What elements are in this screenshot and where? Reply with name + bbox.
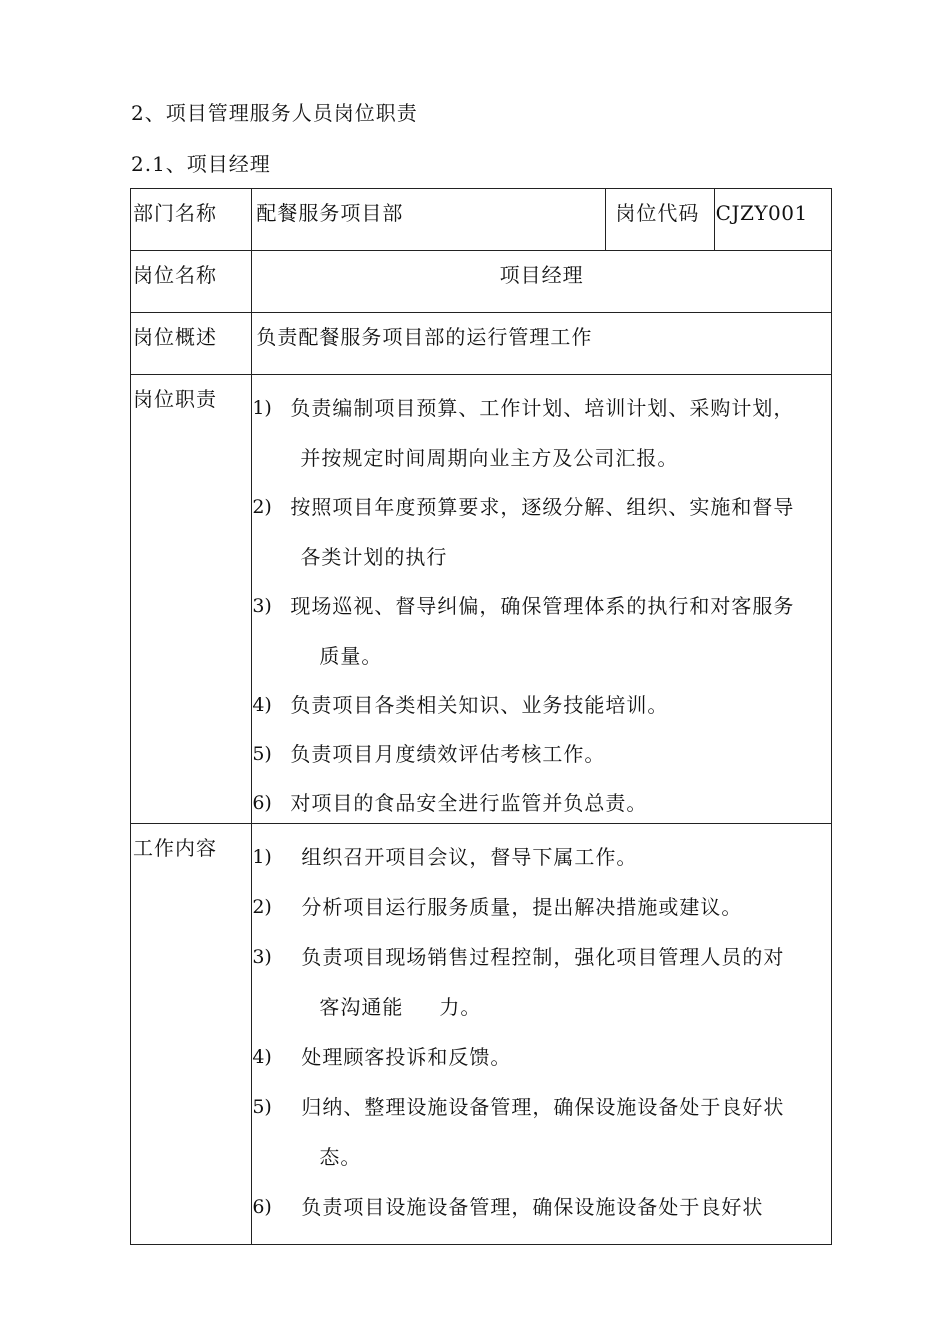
item-number: 5) <box>252 743 272 765</box>
list-item <box>252 1094 831 1170</box>
responsibilities-cell <box>252 375 832 824</box>
resp-label: 岗位职责 <box>131 375 252 824</box>
item-number: 6) <box>252 1196 272 1218</box>
table-row <box>131 189 832 251</box>
table-row <box>131 251 832 313</box>
item-number: 2) <box>252 496 272 518</box>
item-text: 分析项目运行服务质量，提出解决措施或建议。 <box>301 895 743 919</box>
item-text: 负责项目月度绩效评估考核工作。 <box>290 742 606 766</box>
item-text: 处理顾客投诉和反馈。 <box>301 1045 512 1069</box>
item-text-continued: 态。 <box>319 1145 362 1169</box>
list-item <box>252 944 831 1020</box>
item-text: 负责项目设施设备管理，确保设施设备处于良好状 <box>301 1195 764 1219</box>
item-number: 1) <box>252 846 272 868</box>
item-number: 4) <box>252 1046 272 1068</box>
item-text: 对项目的食品安全进行监管并负总责。 <box>290 791 648 815</box>
code-value: CJZY001 <box>714 189 831 251</box>
list-item <box>252 844 831 870</box>
work-content-list <box>252 844 831 1220</box>
subsection-heading: 2.1、项目经理 <box>131 152 271 176</box>
work-label: 工作内容 <box>131 824 252 1245</box>
item-text-continued: 并按规定时间周期向业主方及公司汇报。 <box>300 446 679 470</box>
list-item <box>252 593 831 669</box>
work-content-cell <box>252 824 832 1245</box>
post-value: 项目经理 <box>252 251 832 313</box>
list-item <box>252 741 831 767</box>
list-item <box>252 1044 831 1070</box>
item-text: 组织召开项目会议，督导下属工作。 <box>301 845 638 869</box>
item-number: 3) <box>252 595 272 617</box>
table-row <box>131 313 832 375</box>
responsibilities-list <box>252 395 831 816</box>
list-item <box>252 1194 831 1220</box>
item-number: 1) <box>252 397 272 419</box>
item-text: 负责编制项目预算、工作计划、培训计划、采购计划， <box>290 396 795 420</box>
item-number: 6) <box>252 792 272 814</box>
summary-value: 负责配餐服务项目部的运行管理工作 <box>252 313 832 375</box>
item-text: 负责项目各类相关知识、业务技能培训。 <box>290 693 669 717</box>
item-number: 4) <box>252 694 272 716</box>
item-text-part: 力。 <box>439 995 482 1019</box>
list-item <box>252 494 831 570</box>
table-row <box>131 375 832 824</box>
job-duty-table <box>130 188 832 1245</box>
post-label: 岗位名称 <box>131 251 252 313</box>
section-heading: 2、项目管理服务人员岗位职责 <box>131 101 418 125</box>
list-item <box>252 894 831 920</box>
item-text-part: 客沟通能 <box>319 995 404 1019</box>
item-text: 负责项目现场销售过程控制，强化项目管理人员的对 <box>301 945 785 969</box>
item-number: 3) <box>252 946 272 968</box>
dept-label: 部门名称 <box>131 189 252 251</box>
item-text: 归纳、整理设施设备管理，确保设施设备处于良好状 <box>301 1095 785 1119</box>
item-text: 按照项目年度预算要求，逐级分解、组织、实施和督导 <box>290 495 795 519</box>
list-item <box>252 692 831 718</box>
list-item <box>252 395 831 471</box>
list-item <box>252 790 831 816</box>
dept-value: 配餐服务项目部 <box>252 189 606 251</box>
item-text-continued <box>252 994 831 1020</box>
summary-label: 岗位概述 <box>131 313 252 375</box>
item-number: 2) <box>252 896 272 918</box>
item-text: 现场巡视、督导纠偏，确保管理体系的执行和对客服务 <box>290 594 795 618</box>
code-label: 岗位代码 <box>606 189 714 251</box>
table-row <box>131 824 832 1245</box>
item-text-continued: 质量。 <box>319 644 383 668</box>
item-text-continued: 各类计划的执行 <box>300 545 448 569</box>
item-number: 5) <box>252 1096 272 1118</box>
